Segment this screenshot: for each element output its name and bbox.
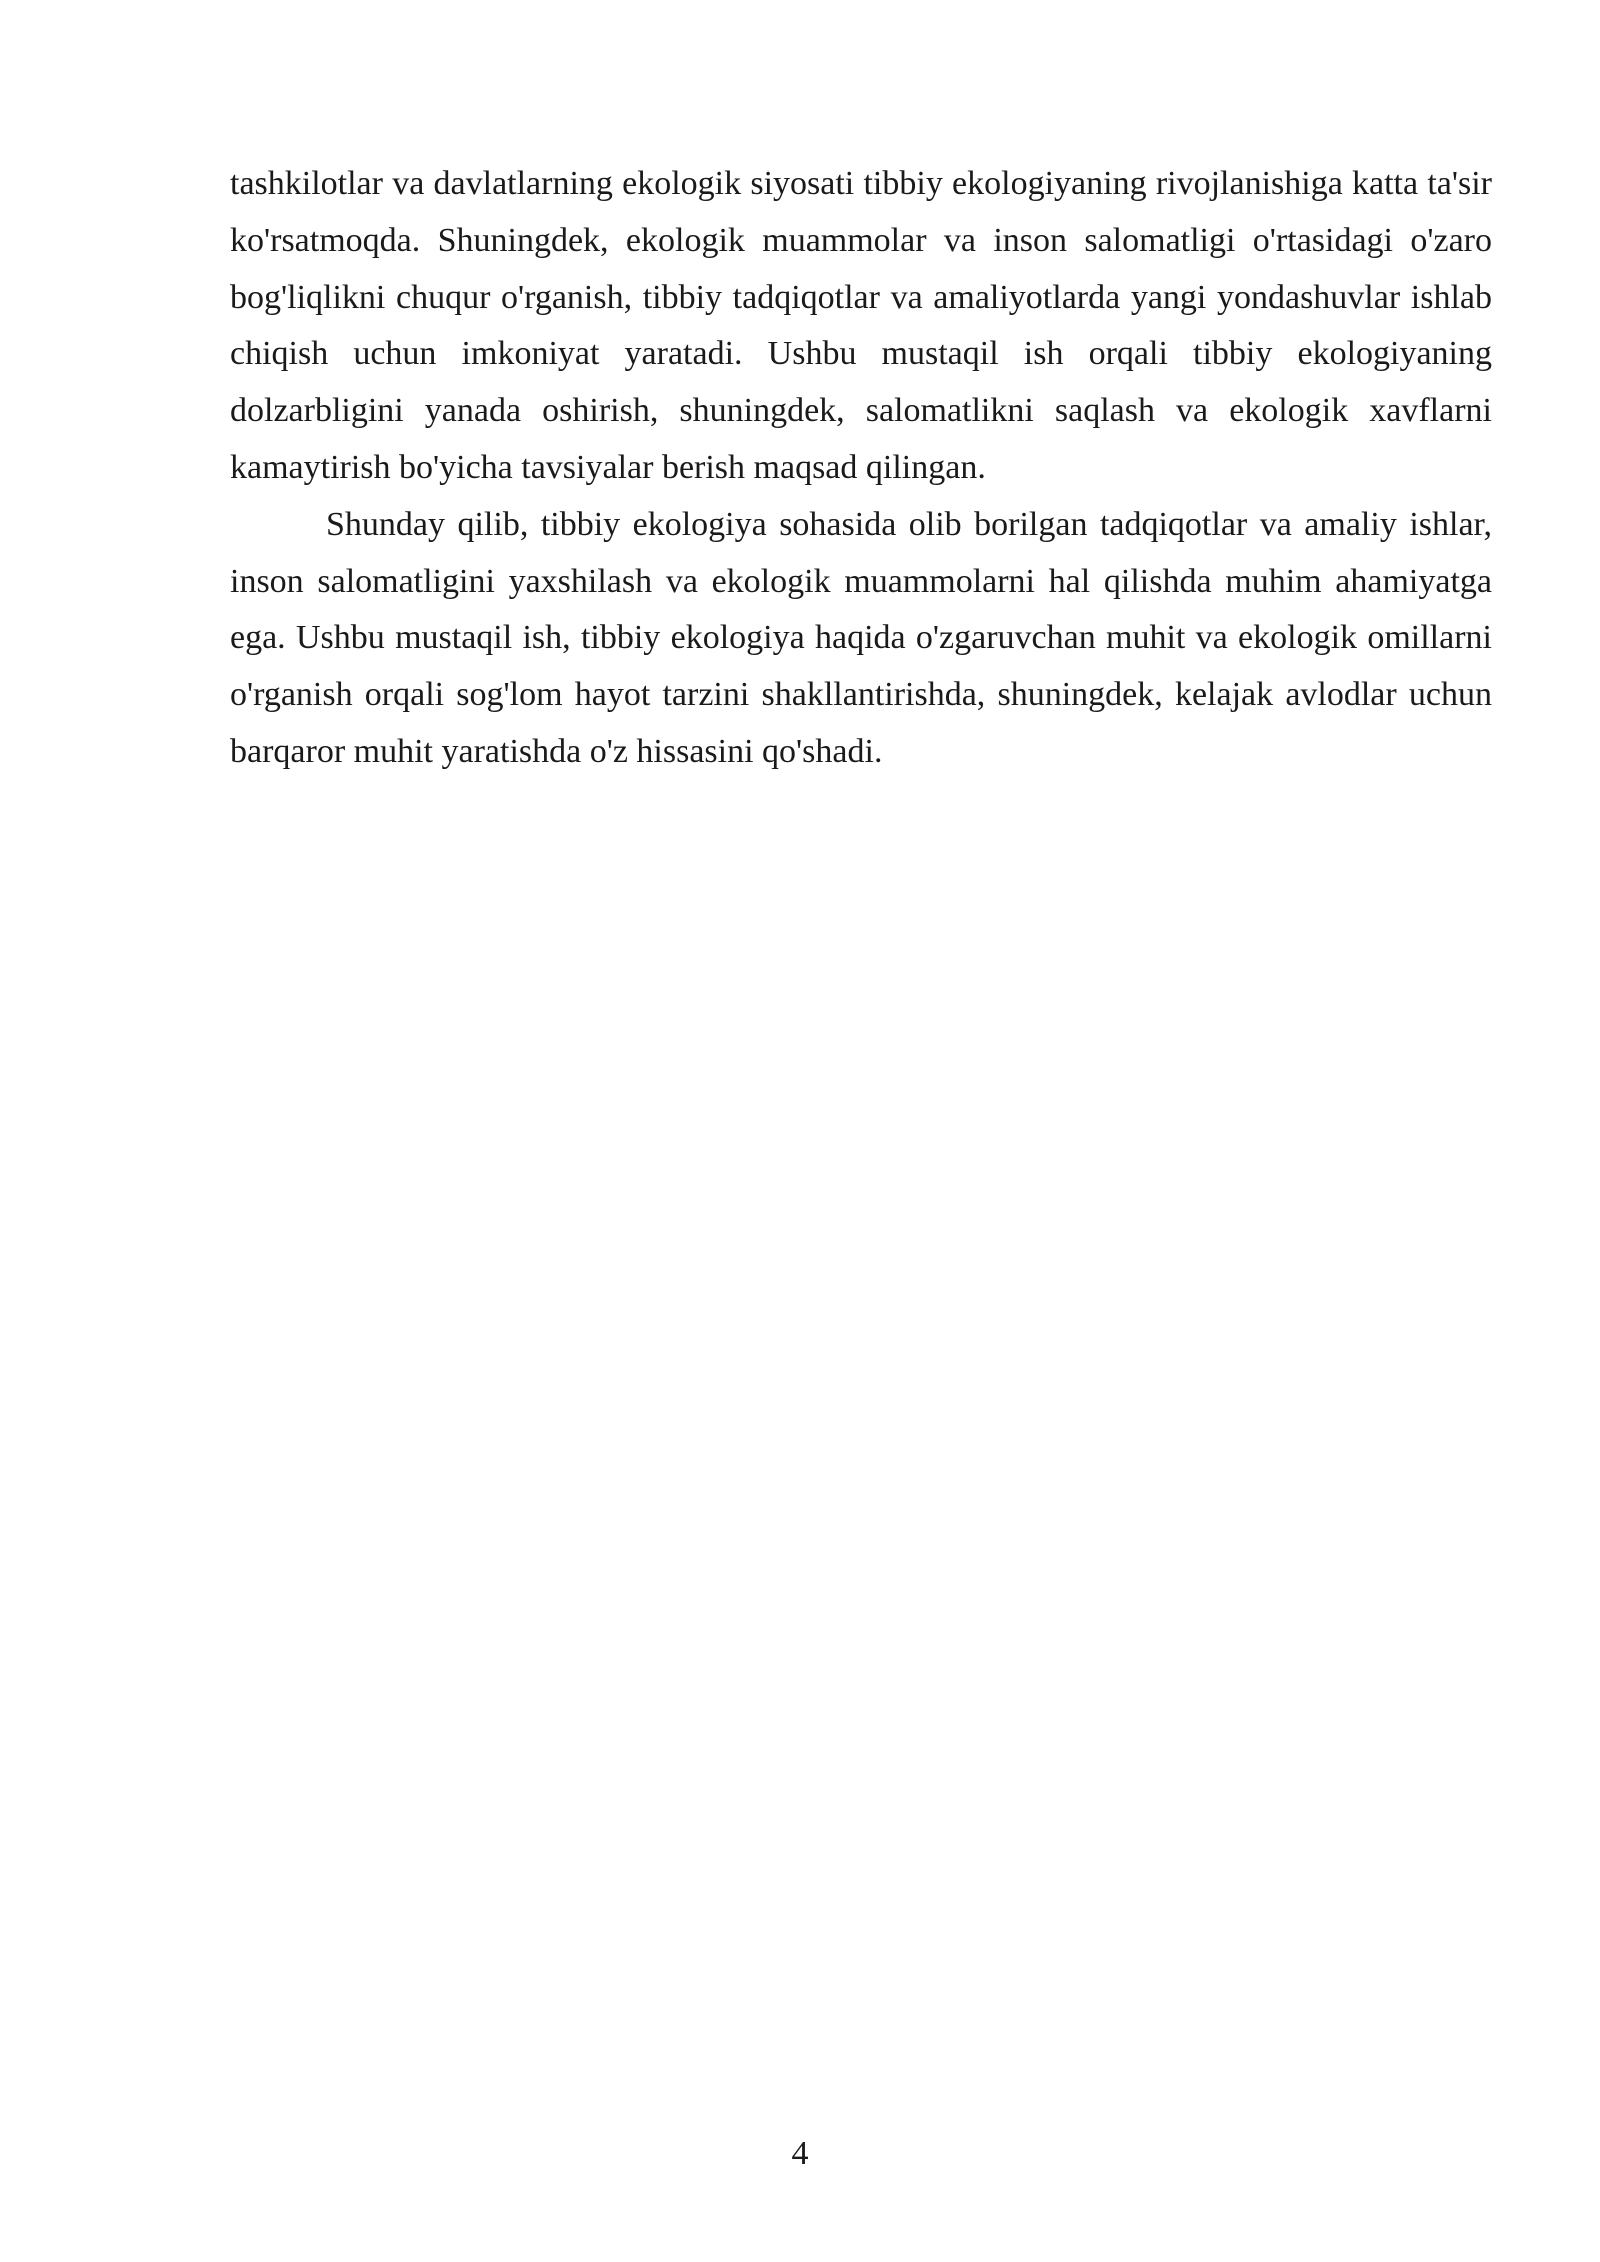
paragraph-conclusion: Shunday qilib, tibbiy ekologiya sohasida olib borilgan tadqiqotlar va amaliy ishlar, inson salomatligini yaxshilash va ekologik muammolarni hal qilishda muhim ahamiyatga ega. Ushbu mustaqil ish, tibbiy ekologiya haqida o'zgaruvchan muhit va ekologik omillarni o'rganish orqali sog'lom hayot tarzini shakllantirishda, shuningdek, kelajak avlodlar uchun barqaror muhit yaratishda o'z hissasini qo'shadi. [230,505,1492,770]
paragraph-continuation: tashkilotlar va davlatlarning ekologik siyosati tibbiy ekologiyaning rivojlanishiga katta ta'sir ko'rsatmoqda. Shuningdek, ekologik muammolar va inson salomatligi o'rtasidagi o'zaro bog'liqlikni chuqur o'rganish, tibbiy tadqiqotlar va amaliyotlarda yangi yondashuvlar ishlab chiqish uchun imkoniyat yaratadi. Ushbu mustaqil ish orqali tibbiy ekologiyaning dolzarbligini yanada oshirish, shuningdek, salomatlikni saqlash va ekologik xavflarni kamaytirish bo'yicha tavsiyalar berish maqsad qilingan. [230,165,1492,486]
body-text [230,156,1492,781]
page-number: 4 [791,2135,809,2172]
